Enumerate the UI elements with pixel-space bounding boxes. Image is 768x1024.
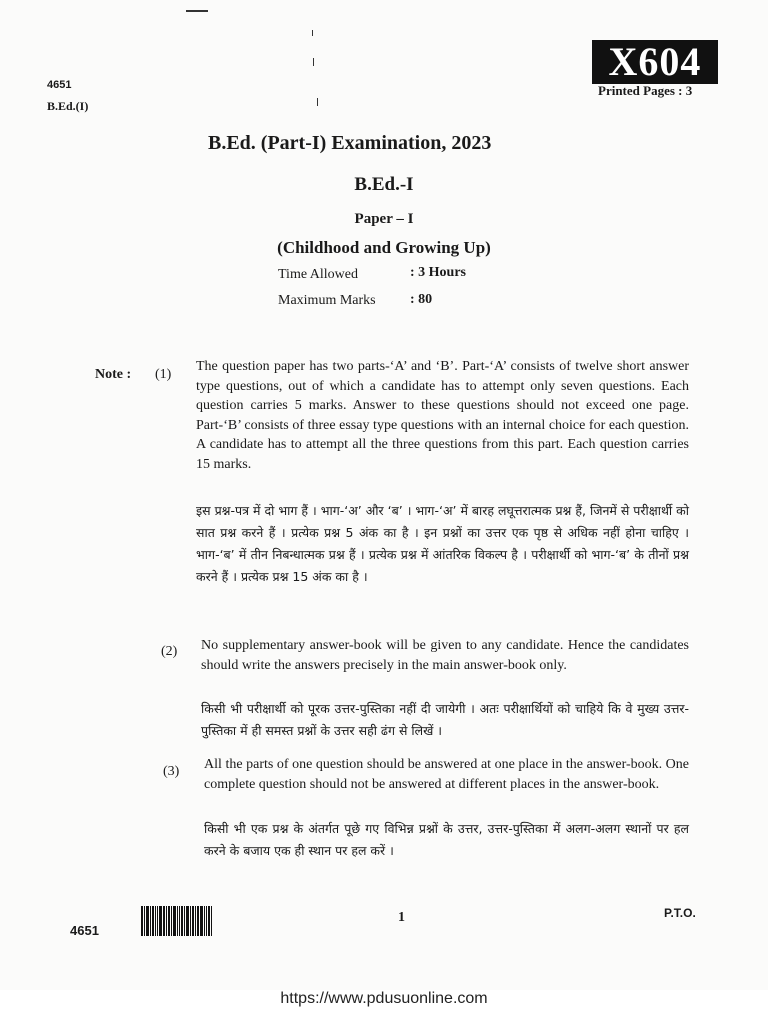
course-code: B.Ed.(I) [47, 99, 89, 113]
paper-number: Paper – I [354, 211, 414, 227]
note-number: (3) [163, 764, 180, 779]
printed-pages: Printed Pages : 3 [598, 83, 693, 98]
source-url[interactable]: https://www.pdusuonline.com [280, 990, 488, 1007]
pto-label: P.T.O. [664, 906, 696, 920]
time-value: : 3 Hours [410, 265, 466, 280]
subject-title: (Childhood and Growing Up) [277, 238, 491, 257]
note-hindi: किसी भी परीक्षार्थी को पूरक उत्तर-पुस्तिका नहीं दी जायेगी । अतः परीक्षार्थियों को चाहिये कि वे मुख्य उत्तर-पुस्तिका में ही समस्त प्रश्नों के उत्तर सही ढंग से लिखें । [201, 701, 689, 738]
note-number: (1) [155, 367, 172, 382]
barcode [141, 906, 213, 936]
page-number: 1 [398, 910, 405, 925]
note-label: Note : [95, 367, 132, 382]
marks-value: : 80 [410, 292, 433, 307]
note-hindi: किसी भी एक प्रश्न के अंतर्गत पूछे गए विभिन्न प्रश्नों के उत्तर, उत्तर-पुस्तिका में अलग-अलग स्थानों पर हल करने के बजाय एक ही स्थान पर हल करें । [204, 821, 689, 858]
scan-mark [312, 30, 313, 36]
time-label: Time Allowed [278, 267, 358, 282]
marks-label: Maximum Marks [278, 293, 376, 308]
note-english: No supplementary answer-book will be given to any candidate. Hence the candidates should write the answers precisely in the main answer-book only. [201, 638, 689, 673]
scan-mark [186, 10, 208, 12]
note-english: All the parts of one question should be answered at one place in the answer-book. One complete question should not be answered at different places in the answer-book. [204, 757, 689, 792]
exam-title: B.Ed. (Part-I) Examination, 2023 [208, 132, 492, 154]
scan-mark [317, 98, 318, 106]
note-number: (2) [161, 644, 178, 659]
exam-subtitle: B.Ed.-I [354, 174, 414, 195]
scan-mark [313, 58, 314, 66]
paper-code-badge: X604 [592, 40, 718, 84]
note-english: The question paper has two parts-‘A’ and ‘B’. Part-‘A’ consists of twelve short answer type questions, out of which a candidate has to attempt only seven questions. Each question carries 5 marks. Answer to these questions should not exceed one page. Part-‘B’ consists of three essay type questions with an internal choice for each question. A candidate has to attempt all the three questions from this part. Each question carries 15 marks. [196, 359, 689, 472]
exam-code: 4651 [47, 79, 72, 91]
footer-exam-code: 4651 [70, 923, 99, 938]
note-hindi: इस प्रश्न-पत्र में दो भाग हैं । भाग-‘अ’ और ‘ब’ । भाग-‘अ’ में बारह लघूत्तरात्मक प्रश्न हैं, जिनमें से परीक्षार्थी को सात प्रश्न करने हैं । प्रत्येक प्रश्न 5 अंक का है । इन प्रश्नों का उत्तर एक पृष्ठ से अधिक नहीं होना चाहिए । भाग-‘ब’ में तीन निबन्धात्मक प्रश्न हैं । प्रत्येक प्रश्न में आंतरिक विकल्प है । परीक्षार्थी को भाग-‘ब’ के तीनों प्रश्न करने हैं । प्रत्येक प्रश्न 15 अंक का है । [196, 503, 689, 584]
